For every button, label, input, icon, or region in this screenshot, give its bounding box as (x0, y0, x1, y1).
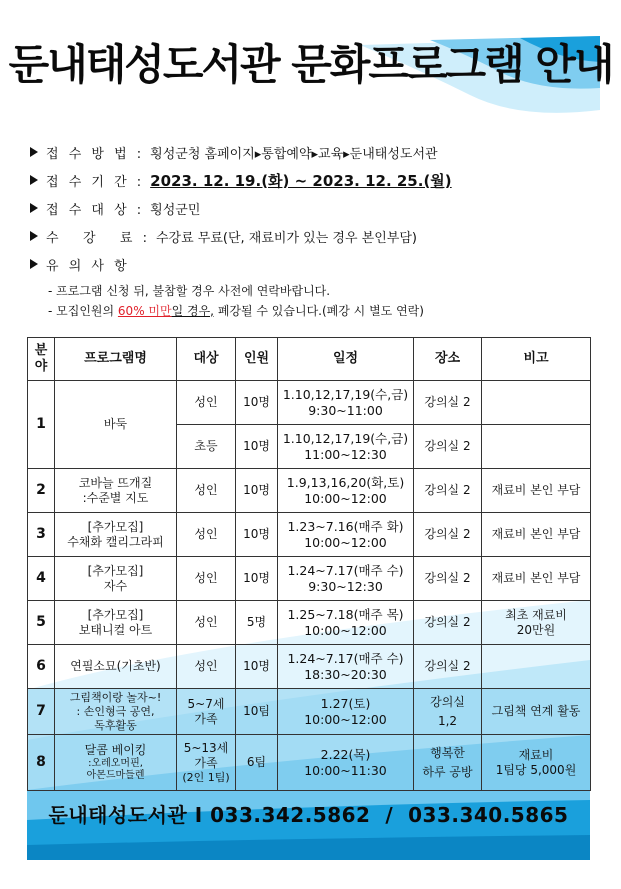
target-cell: 성인 (177, 381, 236, 425)
note-cell: 재료비 본인 부담 (482, 557, 591, 601)
schedule-days: 1.24~7.17(매주 수) (287, 650, 404, 666)
program-subtitle: :수준별 지도 (82, 490, 149, 505)
info-row-period (30, 168, 600, 192)
target-type: 가족 (194, 711, 218, 726)
place-cell: 강의실 2 (414, 645, 482, 689)
place-cell: 강의실 2 (414, 601, 482, 645)
schedule-cell (278, 513, 414, 557)
place-cell: 강의실 2 (414, 425, 482, 469)
schedule-days: 1.27(토) (320, 696, 371, 711)
info-label: 수 강 료 : (46, 230, 150, 246)
program-title: 수채화 캘리그라피 (67, 534, 164, 549)
program-subtitle: : 손인형극 공연, (76, 704, 155, 718)
schedule-time: 9:30~11:00 (308, 402, 383, 418)
target-cell: 성인 (177, 645, 236, 689)
program-subtitle: 독후활동 (94, 718, 137, 732)
info-value: 횡성군청 홈페이지▸통합예약▸교육▸둔내태성도서관 (150, 146, 438, 162)
program-title: 코바늘 뜨개질 (78, 475, 153, 490)
target-cell: 성인 (177, 601, 236, 645)
info-block (30, 140, 600, 320)
program-name (55, 601, 177, 645)
table-row (28, 601, 591, 645)
target-cell: 성인 (177, 513, 236, 557)
target-age: 5~13세 (183, 740, 229, 755)
info-label: 유 의 사 항 (46, 258, 130, 274)
table-row (28, 557, 591, 601)
schedule-cell (278, 735, 414, 791)
info-label: 접 수 기 간 : (46, 174, 145, 190)
info-row-target (30, 196, 600, 220)
count-cell: 10명 (236, 425, 278, 469)
table-row (28, 735, 591, 791)
triangle-bullet-icon (30, 231, 38, 241)
schedule-days: 1.10,12,17,19(수,금) (282, 430, 409, 446)
table-row (28, 513, 591, 557)
note-line: 최초 재료비 (505, 607, 567, 622)
place-cell: 강의실 2 (414, 557, 482, 601)
schedule-time: 9:30~12:30 (308, 578, 383, 594)
row-number: 1 (28, 381, 55, 469)
program-subtitle: :오레오머핀, (88, 757, 143, 769)
note-cell (482, 645, 591, 689)
schedule-days: 1.24~7.17(매주 수) (287, 562, 404, 578)
program-name (55, 689, 177, 735)
notice-line-2 (30, 300, 600, 320)
schedule-time: 10:00~12:00 (304, 711, 387, 727)
target-cell: 성인 (177, 557, 236, 601)
schedule-time: 11:00~12:30 (304, 446, 387, 462)
header-cell: 장소 (414, 338, 482, 381)
contact-footer: 둔내태성도서관 I 033.342.5862 / 033.340.5865 (48, 802, 569, 827)
program-title: 자수 (103, 578, 128, 593)
program-name: 바둑 (55, 381, 177, 469)
notice-text: 일 경우, (171, 303, 214, 318)
count-cell: 5명 (236, 601, 278, 645)
program-name (55, 469, 177, 513)
table-header (28, 338, 591, 381)
program-name (55, 557, 177, 601)
triangle-bullet-icon (30, 259, 38, 269)
schedule-time: 18:30~20:30 (304, 666, 387, 682)
triangle-bullet-icon (30, 147, 38, 157)
note-line: 20만원 (516, 622, 556, 637)
info-label: 접 수 대 상 : (46, 202, 145, 218)
info-row-notice (30, 252, 600, 276)
place-cell (414, 735, 482, 791)
count-cell: 10명 (236, 513, 278, 557)
program-tag: [추가모집] (87, 563, 144, 578)
table-row (28, 689, 591, 735)
program-name (55, 735, 177, 791)
place-line: 하루 공방 (422, 764, 473, 779)
row-number: 7 (28, 689, 55, 735)
note-line: 재료비 (518, 747, 554, 762)
triangle-bullet-icon (30, 175, 38, 185)
count-cell: 10팀 (236, 689, 278, 735)
program-name (55, 513, 177, 557)
row-number: 8 (28, 735, 55, 791)
note-cell (482, 601, 591, 645)
program-subtitle: 아몬드마들렌 (86, 770, 145, 782)
schedule-time: 10:00~12:00 (304, 534, 387, 550)
place-cell (414, 689, 482, 735)
header-cell: 프로그램명 (55, 338, 177, 381)
schedule-time: 10:00~12:00 (304, 622, 387, 638)
place-cell: 강의실 2 (414, 381, 482, 425)
note-cell: 재료비 본인 부담 (482, 469, 591, 513)
schedule-days: 2.22(목) (320, 747, 371, 763)
schedule-cell (278, 601, 414, 645)
count-cell: 6팀 (236, 735, 278, 791)
note-cell (482, 381, 591, 425)
schedule-time: 10:00~12:00 (304, 490, 387, 506)
place-cell: 강의실 2 (414, 469, 482, 513)
header-cell: 비고 (482, 338, 591, 381)
schedule-days: 1.9,13,16,20(화,토) (286, 474, 405, 490)
schedule-cell (278, 381, 414, 425)
schedule-days: 1.10,12,17,19(수,금) (282, 386, 409, 402)
table-row (28, 381, 591, 425)
schedule-cell (278, 645, 414, 689)
schedule-days: 1.23~7.16(매주 화) (287, 518, 404, 534)
program-title: 달콤 베이킹 (84, 742, 147, 757)
target-age: 5~7세 (187, 696, 225, 711)
program-title: 보태니컬 아트 (78, 622, 153, 637)
notice-highlight: 60% 미만 (117, 303, 172, 318)
notice-line-1: - 프로그램 신청 뒤, 불참할 경우 사전에 연락바랍니다. (48, 283, 331, 298)
target-type: 가족 (194, 755, 218, 770)
notice-text: 폐강될 수 있습니다.(폐강 시 별도 연락) (214, 303, 424, 318)
schedule-time: 10:00~11:30 (304, 762, 387, 778)
target-type: (2인 1팀) (182, 770, 230, 784)
info-label: 접 수 방 법 : (46, 146, 145, 162)
note-cell: 그림책 연계 활동 (482, 689, 591, 735)
program-name: 연필소묘(기초반) (55, 645, 177, 689)
header-cell: 일정 (278, 338, 414, 381)
row-number: 6 (28, 645, 55, 689)
count-cell: 10명 (236, 381, 278, 425)
count-cell: 10명 (236, 469, 278, 513)
target-cell (177, 735, 236, 791)
schedule-cell (278, 469, 414, 513)
schedule-cell (278, 689, 414, 735)
note-cell: 재료비 본인 부담 (482, 513, 591, 557)
program-tag: [추가모집] (87, 607, 144, 622)
triangle-bullet-icon (30, 203, 38, 213)
place-line: 1,2 (437, 713, 458, 728)
notice-text: - 모집인원의 (48, 303, 118, 318)
header-cell: 인원 (236, 338, 278, 381)
table-row (28, 469, 591, 513)
program-title: 그림책이랑 놀자~! (69, 691, 162, 704)
target-cell (177, 689, 236, 735)
info-row-method (30, 140, 600, 164)
count-cell: 10명 (236, 557, 278, 601)
schedule-cell (278, 557, 414, 601)
info-value: 2023. 12. 19.(화) ~ 2023. 12. 25.(월) (150, 171, 452, 190)
table-row (28, 645, 591, 689)
target-cell: 성인 (177, 469, 236, 513)
place-line: 강의실 (430, 694, 465, 709)
info-row-fee (30, 224, 600, 248)
place-line: 행복한 (430, 745, 465, 760)
row-number: 2 (28, 469, 55, 513)
note-cell (482, 735, 591, 791)
schedule-days: 1.25~7.18(매주 목) (287, 606, 404, 622)
header-cell: 대상 (177, 338, 236, 381)
program-table (27, 337, 590, 791)
note-cell (482, 425, 591, 469)
note-line: 1팀당 5,000원 (495, 762, 577, 777)
program-tag: [추가모집] (87, 519, 144, 534)
row-number: 5 (28, 601, 55, 645)
count-cell: 10명 (236, 645, 278, 689)
header-cell: 분야 (28, 338, 55, 381)
info-value: 수강료 무료(단, 재료비가 있는 경우 본인부담) (155, 230, 417, 246)
schedule-cell (278, 425, 414, 469)
page-title: 둔내태성도서관 문화프로그램 안내 (8, 40, 613, 89)
info-value: 횡성군민 (150, 202, 201, 218)
row-number: 3 (28, 513, 55, 557)
row-number: 4 (28, 557, 55, 601)
target-cell: 초등 (177, 425, 236, 469)
place-cell: 강의실 2 (414, 513, 482, 557)
